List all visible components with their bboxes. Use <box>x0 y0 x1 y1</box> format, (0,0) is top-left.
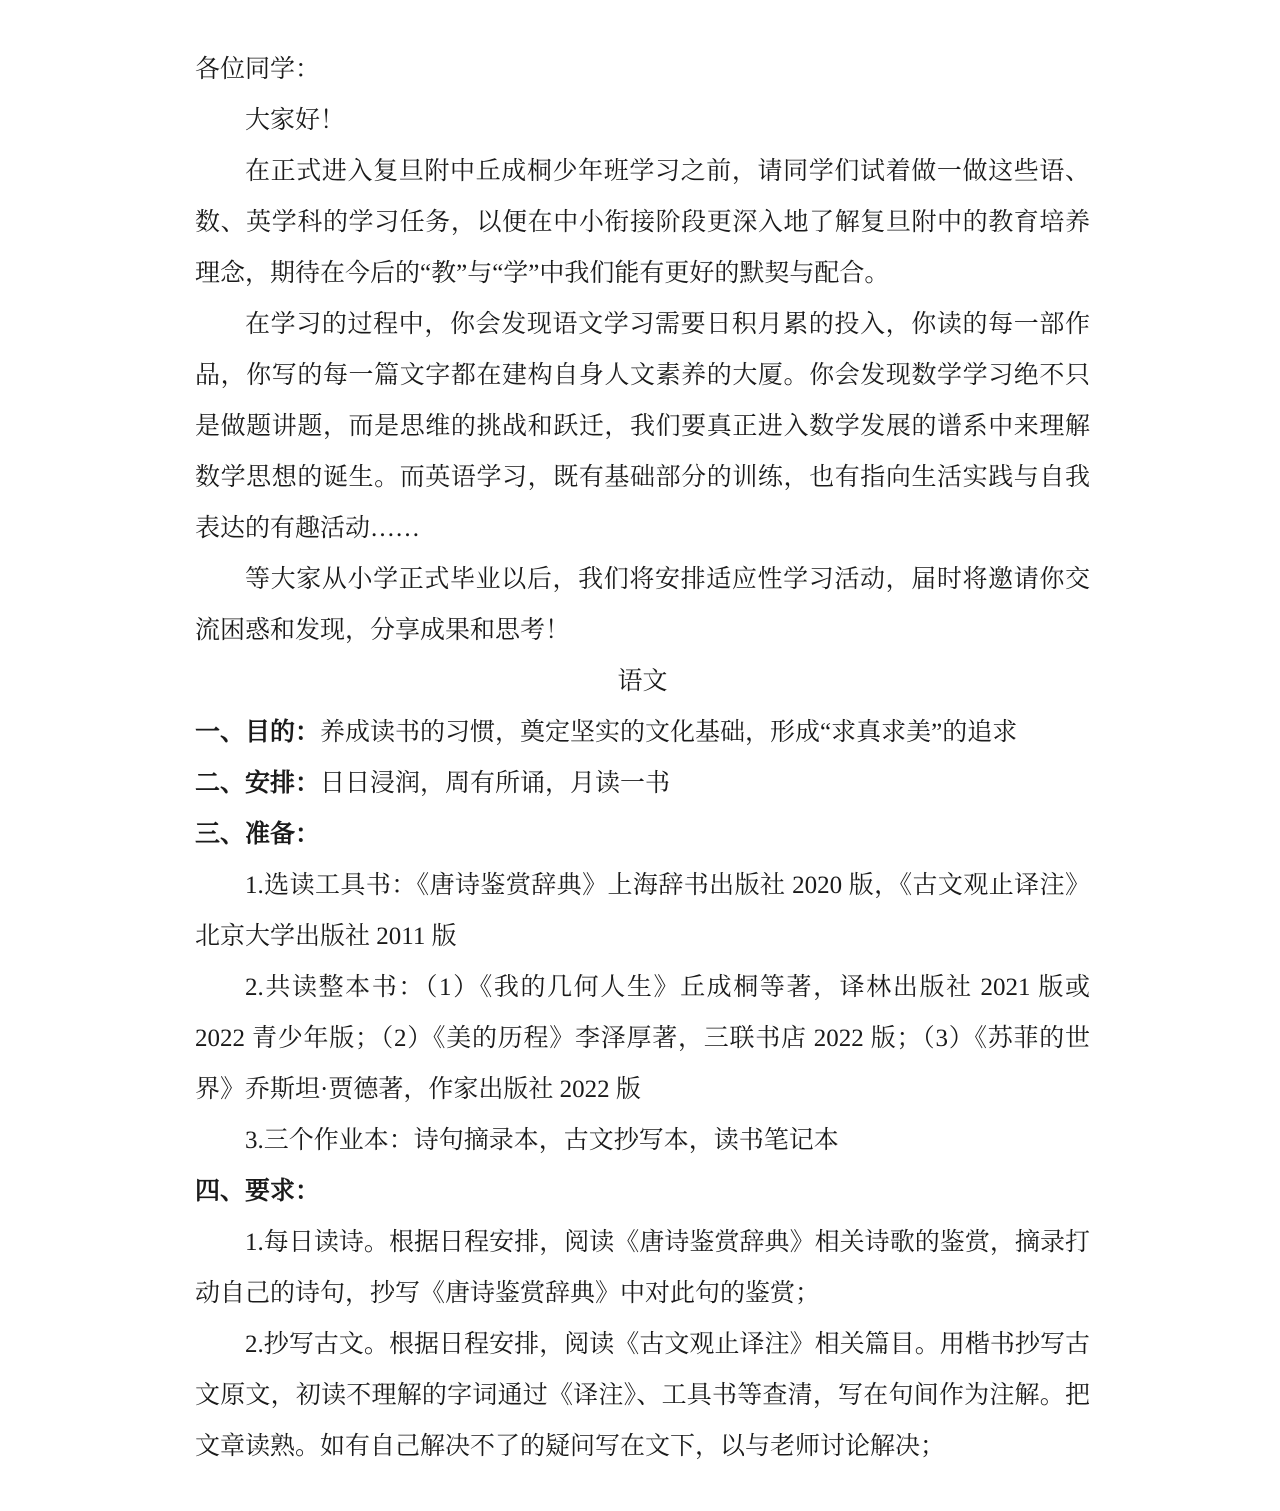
requirements-line <box>195 1166 1090 1217</box>
purpose-label: 一、目的： <box>195 719 321 746</box>
arrangement-label: 二、安排： <box>195 770 321 797</box>
requirements-label: 四、要求： <box>195 1178 321 1205</box>
preparation-item-shared-reading: 2.共读整本书：（1）《我的几何人生》丘成桐等著，译林出版社 2021 版或 2022 青少年版；（2）《美的历程》李泽厚著，三联书店 2022 版；（3）《苏菲的世界》乔斯坦·贾德著，作家出版社 2022 版 <box>195 974 1090 1103</box>
salutation: 各位同学： <box>195 56 321 83</box>
arrangement-text: 日日浸润，周有所诵，月读一书 <box>320 770 671 797</box>
subjects-paragraph: 在学习的过程中，你会发现语文学习需要日积月累的投入，你读的每一部作品，你写的每一篇文字都在建构自身人文素养的大厦。你会发现数学学习绝不只是做题讲题，而是思维的挑战和跃迁，我们要真正进入数学发展的谱系中来理解数学思想的诞生。而英语学习，既有基础部分的训练，也有指向生活实践与自我表达的有趣活动…… <box>195 311 1090 542</box>
preparation-item-notebooks: 3.三个作业本：诗句摘录本，古文抄写本，读书笔记本 <box>245 1127 839 1154</box>
intro-paragraph: 在正式进入复旦附中丘成桐少年班学习之前，请同学们试着做一做这些语、数、英学科的学习任务，以便在中小衔接阶段更深入地了解复旦附中的教育培养理念，期待在今后的“教”与“学”中我们能有更好的默契与配合。 <box>195 158 1090 287</box>
requirement-item-classical-copying: 2.抄写古文。根据日程安排，阅读《古文观止译注》相关篇目。用楷书抄写古文原文，初读不理解的字词通过《译注》、工具书等查清，写在句间作为注解。把文章读熟。如有自己解决不了的疑问写在文下，以与老师讨论解决； <box>195 1331 1090 1460</box>
section-heading-chinese: 语文 <box>617 668 668 695</box>
greeting-line: 大家好！ <box>245 107 346 134</box>
arrangement-line <box>195 758 1090 809</box>
purpose-text: 养成读书的习惯，奠定坚实的文化基础，形成“求真求美”的追求 <box>320 719 1018 746</box>
requirement-item-daily-poetry: 1.每日读诗。根据日程安排，阅读《唐诗鉴赏辞典》相关诗歌的鉴赏，摘录打动自己的诗句，抄写《唐诗鉴赏辞典》中对此句的鉴赏； <box>195 1229 1090 1307</box>
preparation-line <box>195 809 1090 860</box>
preparation-item-reference-books: 1.选读工具书：《唐诗鉴赏辞典》上海辞书出版社 2020 版，《古文观止译注》北京大学出版社 2011 版 <box>195 872 1090 950</box>
purpose-line <box>195 707 1090 758</box>
closing-paragraph: 等大家从小学正式毕业以后，我们将安排适应性学习活动，届时将邀请你交流困惑和发现，分享成果和思考！ <box>195 566 1090 644</box>
preparation-label: 三、准备： <box>195 821 321 848</box>
